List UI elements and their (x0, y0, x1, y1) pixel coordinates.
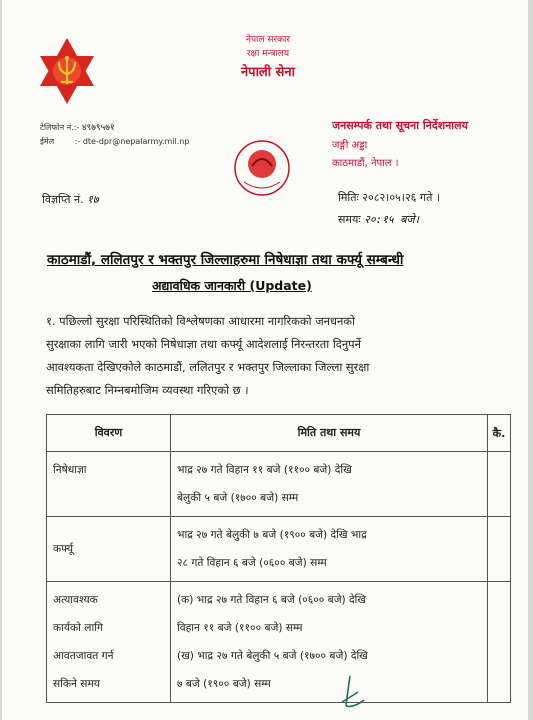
directorate-name: जनसम्पर्क तथा सूचना निर्देशनालय (332, 119, 468, 132)
time-row (338, 212, 419, 227)
notice-number (42, 192, 99, 207)
phone-value: ४९७९५७१ (81, 123, 115, 133)
row-time-line: बेलुकी ५ बजे (१७०० बजे) सम्म (177, 492, 299, 504)
time-label: समयः (338, 213, 361, 226)
row-label-text: निषेधाज्ञा (53, 464, 87, 476)
directorate-seal-icon (232, 138, 292, 198)
row-time-line: ७ बजे (१९०० बजे) सम्म (177, 678, 271, 690)
row-remarks (488, 582, 511, 703)
phone-row (40, 120, 115, 133)
notice-number-value: १७ (87, 193, 99, 206)
body-line: १. पछिल्लो सुरक्षा परिस्थितिको विश्लेषणका आधारमा नागरिकको जनधनको (46, 314, 356, 328)
row-label (47, 517, 171, 582)
date-value: २०८२।०५।२६ (362, 191, 417, 204)
date-row (338, 190, 440, 205)
row-remarks (488, 452, 511, 517)
body-paragraph (46, 310, 494, 402)
table-header-row (47, 415, 511, 452)
row-label-text: अत्यावश्यक (53, 594, 98, 606)
signature-mark-icon (332, 672, 372, 714)
row-time (171, 517, 488, 582)
row-time-line: भाद्र २७ गते बेलुकी ७ बजे (१९०० बजे) देखि भाद्र (177, 529, 367, 541)
row-time-line: विहान ११ बजे (११०० बजे) सम्म (177, 622, 303, 634)
row-time-line: भाद्र २७ गते विहान ११ बजे (११०० बजे) देखि (177, 464, 352, 476)
table-row (47, 452, 511, 517)
row-time-line: (ख) भाद्र २७ गते बेलुकी ५ बजे (१७०० बजे) देखि (177, 650, 368, 662)
nepal-army-emblem-icon (32, 36, 102, 106)
ministry-line: रक्षा मन्त्रालय (246, 49, 290, 59)
table-row (47, 517, 511, 582)
body-line: सुरक्षाका लागि जारी भएको निषेधाज्ञा तथा कर्फ्यू आदेशलाई निरन्तरता दिनुपर्ने (46, 337, 361, 351)
row-label-text: आवतजावत गर्न (53, 650, 114, 662)
date-label: मितिः (338, 191, 359, 204)
row-remarks (488, 517, 511, 582)
office-name: जङ्गी अड्डा (332, 140, 368, 151)
row-label (47, 452, 171, 517)
row-label-text: कर्फ्यू (53, 543, 73, 555)
row-time (171, 582, 488, 703)
gov-line: नेपाल सरकार (245, 35, 291, 45)
document-page (2, 0, 528, 720)
row-time-line: (क) भाद्र २७ गते विहान ६ बजे (०६०० बजे) देखि (177, 594, 367, 606)
table-row (47, 582, 511, 703)
body-line: समितिहरुबाट निम्नबमोजिम व्यवस्था गरिएको छ । (46, 383, 249, 397)
notice-subtitle: अद्यावधिक जानकारी (Update) (152, 278, 312, 293)
header-date-time: मिति तथा समय (171, 415, 488, 452)
header-remarks: कै. (488, 415, 511, 452)
header-description: विवरण (47, 415, 171, 452)
row-label (47, 582, 171, 703)
phone-label: टेलिफोन नं.:- (40, 123, 80, 132)
row-time (171, 452, 488, 517)
city-name: काठमाडौं, नेपाल । (332, 158, 399, 169)
email-row (40, 136, 189, 147)
email-value: :- dte-dpr@nepalarmy.mil.np (74, 137, 190, 146)
notice-label: विज्ञप्ति नं. (42, 193, 84, 206)
email-label: ईमेल (40, 137, 55, 146)
body-line: आवश्यकता देखिएकोले काठमाडौं, ललितपुर र भक्तपुर जिल्लाका जिल्ला सुरक्षा (46, 360, 370, 374)
row-label-text: सकिने समय (53, 678, 100, 690)
row-label-text: कार्यको लागि (53, 622, 103, 634)
time-value: २०:१५ बजे। (364, 213, 419, 226)
row-time-line: २८ गते विहान ६ बजे (०६०० बजे) सम्म (177, 557, 327, 569)
date-suffix: गते । (419, 191, 441, 204)
army-name: नेपाली सेना (240, 65, 296, 80)
notice-title: काठमाडौं, ललितपुर र भक्तपुर जिल्लाहरुमा निषेधाज्ञा तथा कर्फ्यू सम्बन्धी (47, 252, 404, 268)
schedule-table (46, 414, 511, 703)
